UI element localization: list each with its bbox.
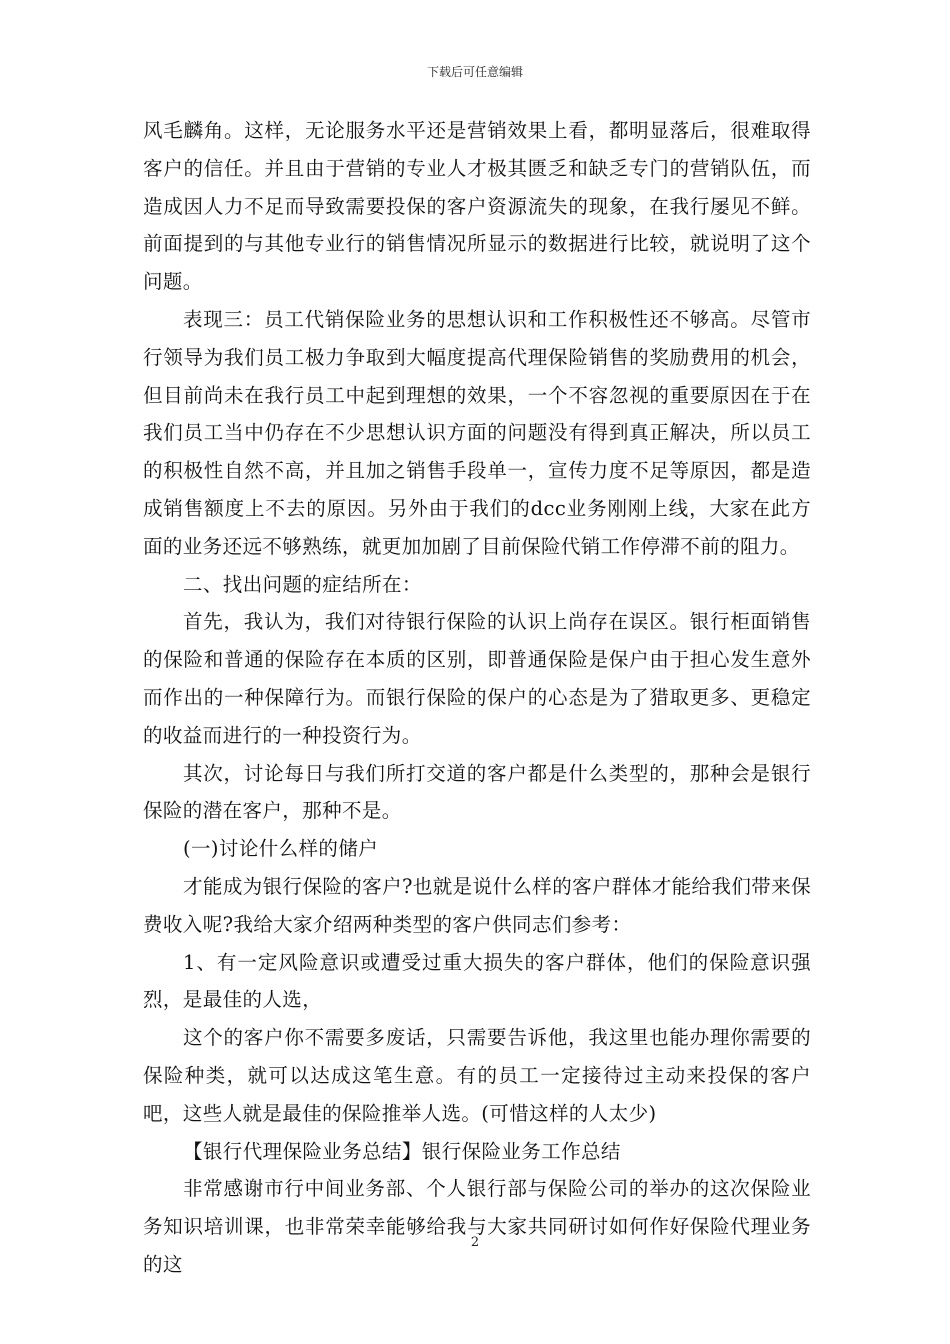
paragraph: 非常感谢市行中间业务部、个人银行部与保险公司的举办的这次保险业务知识培训课，也非常荣幸能够给我与大家共同研讨如何作好保险代理业务的这 — [143, 1177, 811, 1276]
paragraph: 表现三：员工代销保险业务的思想认识和工作积极性还不够高。尽管市行领导为我们员工极力争取到大幅度提高代理保险销售的奖励费用的机会，但目前尚未在我行员工中起到理想的效果，一个不容忽视的重要原因在于在我们员工当中仍存在不少思想认识方面的问题没有得到真正解决，所以员工的积极性自然不高，并且加之销售手段单一，宣传力度不足等原因，都是造成销售额度上不去的原因。另外由于我们的dcc业务刚刚上线，大家在此方面的业务还远不够熟练，就更加加剧了目前保险代销工作停滞不前的阻力。 — [143, 307, 811, 558]
paragraph: 风毛麟角。这样，无论服务水平还是营销效果上看，都明显落后，很难取得客户的信任。并且由于营销的专业人才极其匮乏和缺乏专门的营销队伍，而造成因人力不足而导致需要投保的客户资源流失的现象，在我行屡见不鲜。前面提到的与其他专业行的销售情况所显示的数据进行比较，就说明了这个问题。 — [143, 119, 811, 294]
subsection-heading: (一)讨论什么样的储户 — [183, 837, 379, 861]
paragraph: 这个的客户你不需要多废话，只需要告诉他，我这里也能办理你需要的保险种类，就可以达成这笔生意。有的员工一定接待过主动来投保的客户吧，这些人就是最佳的保险推举人选。(可惜这样的人太少) — [143, 1026, 811, 1125]
paragraph: 其次，讨论每日与我们所打交道的客户都是什么类型的，那种会是银行保险的潜在客户，那种不是。 — [143, 761, 811, 823]
list-item: 1、有一定风险意识或遭受过重大损失的客户群体，他们的保险意识强烈，是最佳的人选， — [143, 950, 811, 1012]
paragraph: 才能成为银行保险的客户?也就是说什么样的客户群体才能给我们带来保费收入呢?我给大家介绍两种类型的客户供同志们参考： — [143, 874, 811, 936]
paragraph: 首先，我认为，我们对待银行保险的认识上尚存在误区。银行柜面销售的保险和普通的保险存在本质的区别，即普通保险是保户由于担心发生意外而作出的一种保障行为。而银行保险的保户的心态是为了猎取更多、更稳定的收益而进行的一种投资行为。 — [143, 610, 811, 747]
page-number: 2 — [470, 1235, 480, 1250]
section-heading: 二、找出问题的症结所在： — [183, 572, 422, 596]
page-header: 下载后可任意编辑 — [426, 65, 523, 79]
document-body — [143, 112, 811, 1284]
section-title: 【银行代理保险业务总结】银行保险业务工作总结 — [183, 1139, 621, 1163]
